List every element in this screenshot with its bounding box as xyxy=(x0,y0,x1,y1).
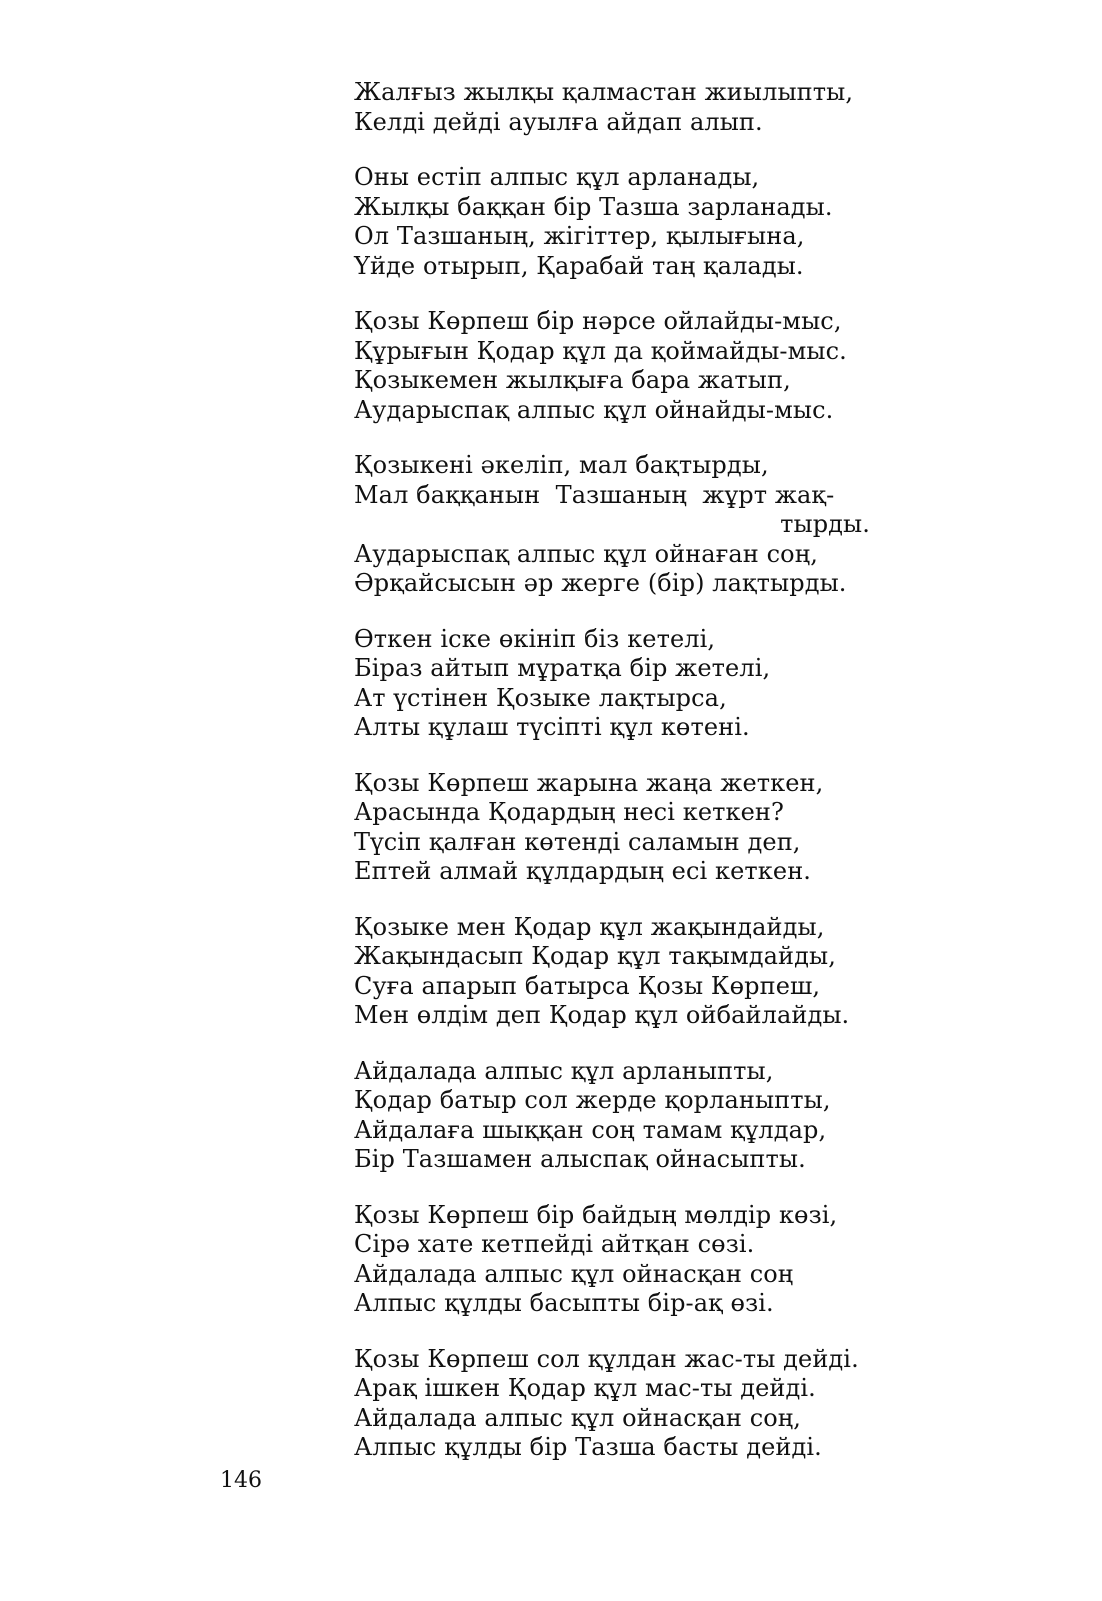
poem-line: Арасында Қодардың несі кеткен? xyxy=(354,798,784,826)
poem-line: Бір Тазшамен алыспақ ойнасыпты. xyxy=(354,1145,806,1173)
poem-line: Айдалаға шыққан соң тамам құлдар, xyxy=(354,1115,827,1144)
poem-line: Қозы Көрпеш жарына жаңа жеткен, xyxy=(354,768,824,797)
poem-line: Мен өлдім деп Қодар құл ойбайлайды. xyxy=(354,1001,850,1029)
poem-line: Сірә хате кетпейді айтқан сөзі. xyxy=(354,1230,755,1258)
poem-text xyxy=(354,78,884,1489)
poem-line: Біраз айтып мұратқа бір жетелі, xyxy=(354,654,771,682)
poem-line: Аударыспақ алпыс құл ойнаған соң, xyxy=(354,539,818,568)
poem-line: Қозыке мен Қодар құл жақындайды, xyxy=(354,912,825,941)
stanza-9 xyxy=(354,1201,884,1319)
poem-line: Жылқы баққан бір Тазша зарланады. xyxy=(354,192,833,221)
stanza-1 xyxy=(354,78,884,137)
poem-line: Үйде отырып, Қарабай таң қалады. xyxy=(354,251,804,280)
poem-line: Аударыспақ алпыс құл ойнайды-мыс. xyxy=(354,395,834,424)
poem-line: Қодар батыр сол жерде қорланыпты, xyxy=(354,1086,831,1114)
poem-line: Ат үстінен Қозыке лақтырса, xyxy=(354,683,727,712)
poem-line: Ол Тазшаның, жігіттер, қылығына, xyxy=(354,222,805,250)
poem-line: Түсіп қалған көтенді саламын деп, xyxy=(354,827,801,856)
poem-line: Қозы Көрпеш бір байдың мөлдір көзі, xyxy=(354,1200,838,1229)
poem-line: Суға апарып батырса Қозы Көрпеш, xyxy=(354,971,821,1000)
poem-line: Келді дейді ауылға айдап алып. xyxy=(354,107,763,136)
stanza-2 xyxy=(354,163,884,281)
poem-line: Жақындасып Қодар құл тақымдайды, xyxy=(354,942,836,970)
stanza-4 xyxy=(354,451,884,599)
poem-line: Айдалада алпыс құл арланыпты, xyxy=(354,1056,774,1085)
poem-line: Қозыкені әкеліп, мал бақтырды, xyxy=(354,451,769,479)
poem-line: Алпыс құлды басыпты бір-ақ өзі. xyxy=(354,1289,774,1317)
poem-line: Алпыс құлды бір Тазша басты дейді. xyxy=(354,1433,822,1461)
poem-line: Өткен іске өкініп біз кетелі, xyxy=(354,624,716,653)
poem-line: Айдалада алпыс құл ойнасқан соң xyxy=(354,1259,794,1288)
stanza-8 xyxy=(354,1057,884,1175)
poem-line: Оны естіп алпыс құл арланады, xyxy=(354,163,760,191)
page-number: 146 xyxy=(220,1468,262,1493)
stanza-6 xyxy=(354,769,884,887)
poem-line: Қозыкемен жылқыға бара жатып, xyxy=(354,366,791,394)
poem-line: Ептей алмай құлдардың есі кеткен. xyxy=(354,857,812,885)
poem-line: Айдалада алпыс құл ойнасқан соң, xyxy=(354,1403,802,1432)
poem-line: Мал баққанын Тазшаның жұрт жақ- xyxy=(354,480,835,509)
poem-line-continuation: тырды. xyxy=(780,510,870,538)
poem-line: Жалғыз жылқы қалмастан жиылыпты, xyxy=(354,78,854,106)
stanza-3 xyxy=(354,307,884,425)
stanza-10 xyxy=(354,1345,884,1463)
poem-line: Қозы Көрпеш бір нәрсе ойлайды-мыс, xyxy=(354,307,842,335)
stanza-5 xyxy=(354,625,884,743)
poem-line: Әрқайсысын әр жерге (бір) лақтырды. xyxy=(354,569,847,597)
poem-line: Арақ ішкен Қодар құл мас-ты дейді. xyxy=(354,1374,816,1402)
poem-line: Алты құлаш түсіпті құл көтені. xyxy=(354,713,750,741)
poem-line: Қозы Көрпеш сол құлдан жас-ты дейді. xyxy=(354,1344,859,1373)
stanza-7 xyxy=(354,913,884,1031)
poem-line: Құрығын Қодар құл да қоймайды-мыс. xyxy=(354,336,847,365)
